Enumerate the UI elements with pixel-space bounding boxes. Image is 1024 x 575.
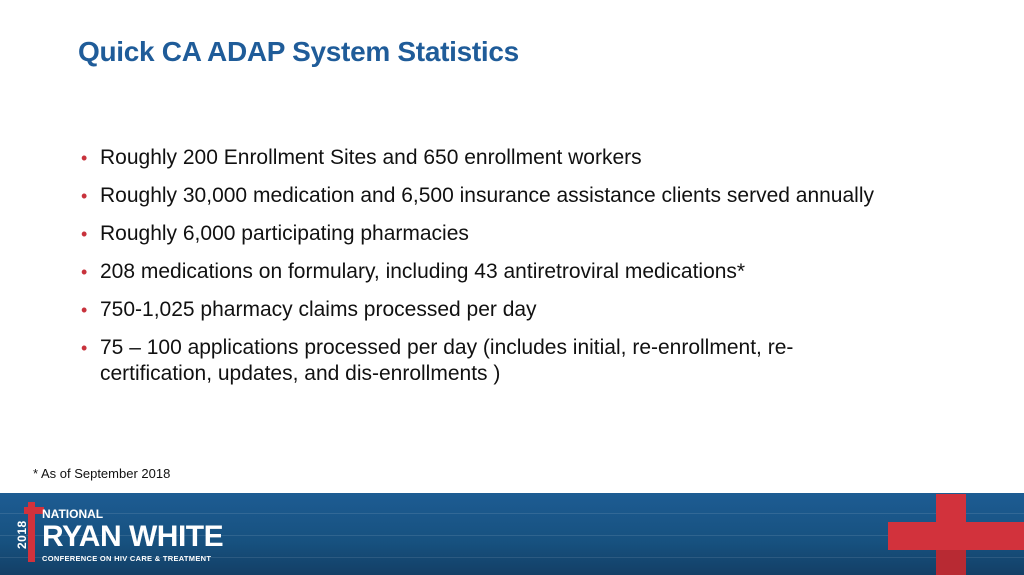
bullet-item [78,335,898,387]
bullet-text: 208 medications on formulary, including 43 antiretroviral medications* [100,260,746,283]
red-cross-shade [936,550,966,575]
bullet-dot-icon: • [81,148,88,168]
logo-national: NATIONAL [42,507,104,521]
bullet-item [78,259,898,285]
conference-logo [15,499,238,571]
logo-year: 2018 [15,520,29,549]
bullet-text: Roughly 200 Enrollment Sites and 650 enrollment workers [100,146,642,169]
bullet-text: 750-1,025 pharmacy claims processed per day [100,298,537,321]
bullet-dot-icon: • [81,300,88,320]
bullet-dot-icon: • [81,186,88,206]
bullet-list [78,145,898,399]
bullet-item [78,297,898,323]
bullet-dot-icon: • [81,338,88,358]
bullet-item [78,221,898,247]
logo-name: RYAN WHITE [42,520,224,553]
bullet-text: Roughly 30,000 medication and 6,500 insurance assistance clients served annually [100,184,874,207]
bullet-text: 75 – 100 applications processed per day (includes initial, re-enrollment, re-certification, updates, and dis-enrollments ) [100,336,794,385]
footer-banner [0,493,1024,575]
bullet-dot-icon: • [81,262,88,282]
logo-red-bar [24,507,44,514]
bullet-dot-icon: • [81,224,88,244]
slide-title: Quick CA ADAP System Statistics [78,36,519,67]
bullet-text: Roughly 6,000 participating pharmacies [100,222,469,245]
footnote: * As of September 2018 [33,466,171,481]
bullet-item [78,183,898,209]
bullet-item [78,145,898,171]
logo-tagline: CONFERENCE ON HIV CARE & TREATMENT [42,554,212,563]
